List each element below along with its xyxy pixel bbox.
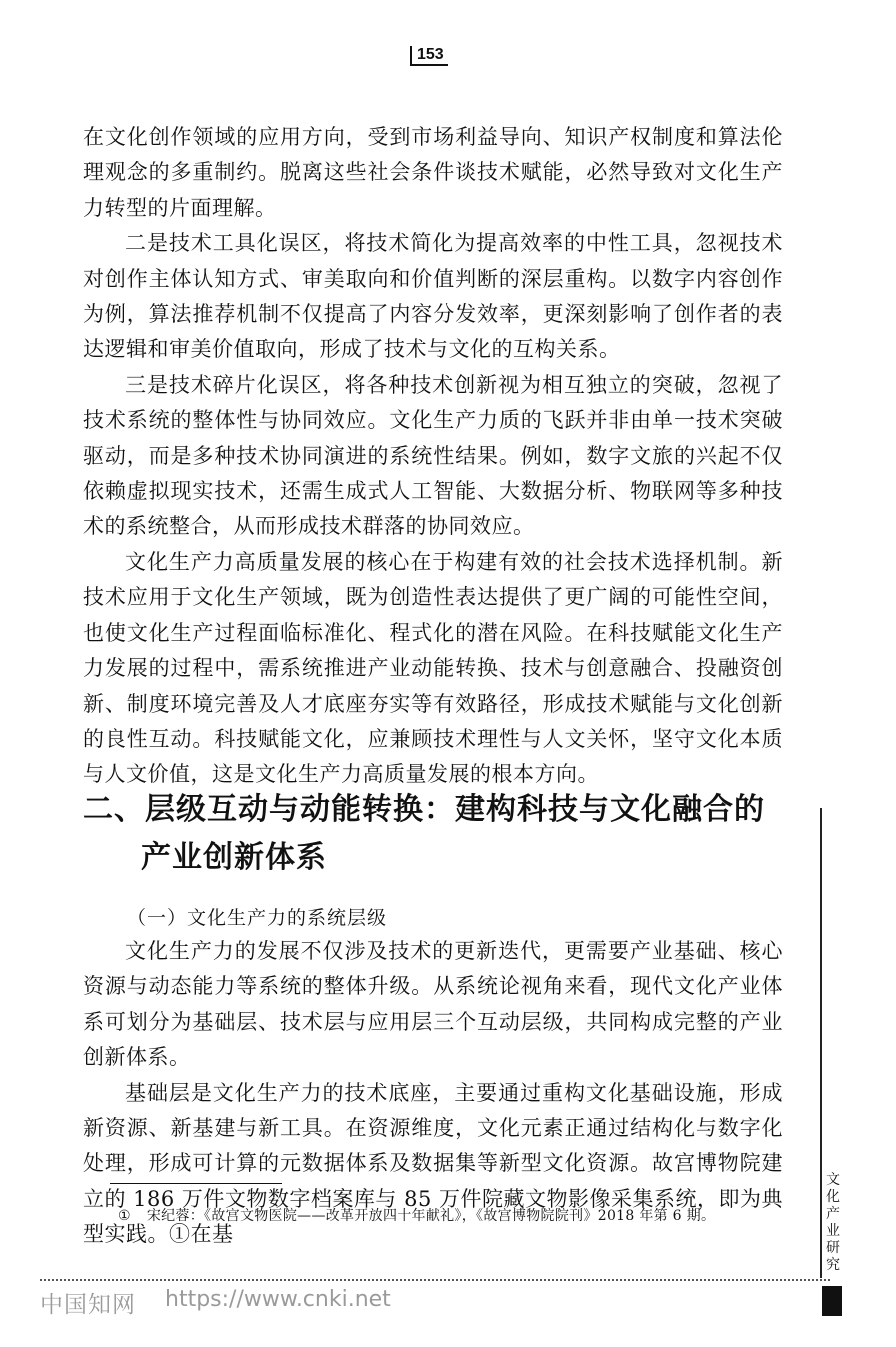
body-text-top	[83, 120, 783, 793]
paragraph: 文化生产力高质量发展的核心在于构建有效的社会技术选择机制。新技术应用于文化生产领域，既为创造性表达提供了更广阔的可能性空间，也使文化生产过程面临标准化、程式化的潜在风险。在科技赋能文化生产力发展的过程中，需系统推进产业动能转换、技术与创意融合、投融资创新、制度环境完善及人才底座夯实等有效路径，形成技术赋能与文化创新的良性互动。科技赋能文化，应兼顾技术理性与人文关怀，坚守文化本质与人文价值，这是文化生产力高质量发展的根本方向。	[83, 549, 783, 787]
paragraph: 在文化创作领域的应用方向，受到市场利益导向、知识产权制度和算法伦理观念的多重制约。脱离这些社会条件谈技术赋能，必然导致对文化生产力转型的片面理解。	[83, 125, 783, 220]
watermark-url: https://www.cnki.net	[165, 1287, 391, 1312]
page-number: 153	[410, 46, 448, 66]
footnote-text: 宋纪蓉：《故宫文物医院——改革开放四十年献礼》，《故宫博物院院刊》2018 年第 6 期。	[146, 1208, 716, 1224]
dotted-divider	[40, 1279, 830, 1281]
section-heading-line2: 产业创新体系	[141, 840, 327, 875]
journal-name: 文化产业研究	[826, 1172, 840, 1273]
margin-rule	[820, 808, 822, 1278]
footnote-mark: ①	[118, 1208, 131, 1224]
footnote	[118, 1206, 715, 1226]
section-heading	[83, 786, 803, 882]
paragraph: 文化生产力的发展不仅涉及技术的更新迭代，更需要产业基础、核心资源与动态能力等系统的整体升级。从系统论视角来看，现代文化产业体系可划分为基础层、技术层与应用层三个互动层级，共同构成完整的产业创新体系。	[83, 939, 783, 1070]
body-text-bottom	[83, 934, 783, 1253]
subsection-heading: （一）文化生产力的系统层级	[127, 907, 388, 929]
footnote-divider	[110, 1183, 282, 1184]
paragraph: 二是技术工具化误区，将技术简化为提高效率的中性工具，忽视技术对创作主体认知方式、审美取向和价值判断的深层重构。以数字内容创作为例，算法推荐机制不仅提高了内容分发效率，更深刻影响了创作者的表达逻辑和审美价值取向，形成了技术与文化的互构关系。	[83, 231, 783, 362]
paragraph: 三是技术碎片化误区，将各种技术创新视为相互独立的突破，忽视了技术系统的整体性与协同效应。文化生产力质的飞跃并非由单一技术突破驱动，而是多种技术协同演进的系统性结果。例如，数字文旅的兴起不仅依赖虚拟现实技术，还需生成式人工智能、大数据分析、物联网等多种技术的系统整合，从而形成技术群落的协同效应。	[83, 372, 783, 539]
watermark-logo: 中国知网	[40, 1292, 136, 1318]
margin-block	[822, 1286, 842, 1316]
paragraph: 基础层是文化生产力的技术底座，主要通过重构文化基础设施，形成新资源、新基建与新工具。在资源维度，文化元素正通过结构化与数字化处理，形成可计算的元数据体系及数据集等新型文化资源。故宫博物院建立的 186 万件文物数字档案库与 85 万件院藏文物影像采集系统，即为典型实践。①在基	[83, 1080, 784, 1247]
section-heading-line1: 二、层级互动与动能转换：建构科技与文化融合的	[83, 792, 765, 827]
